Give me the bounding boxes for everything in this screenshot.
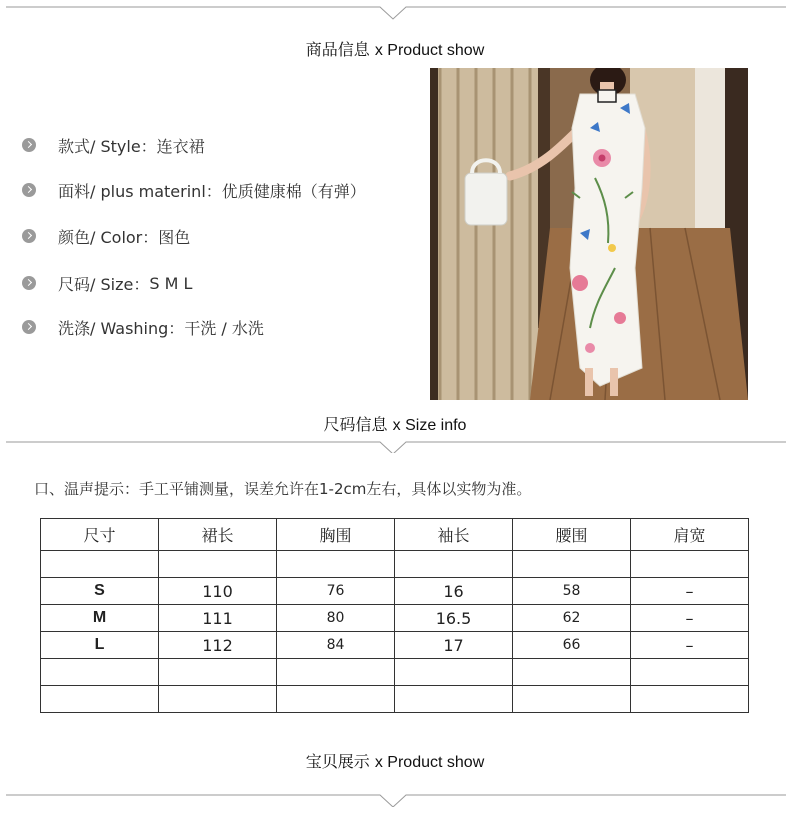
table-row (41, 632, 749, 659)
table-cell (41, 659, 159, 686)
table-row (41, 686, 749, 713)
section-divider-size (0, 433, 790, 453)
section-title-zh: 宝贝展示 (305, 752, 370, 771)
table-cell: 17 (395, 632, 513, 659)
table-cell: 84 (277, 632, 395, 659)
table-cell (41, 551, 159, 578)
spec-row-color (22, 221, 190, 251)
table-cell-size: S (41, 578, 159, 605)
spec-label: 款式/ Style： (58, 136, 157, 156)
spec-label: 面料/ plus materinl： (58, 181, 222, 201)
spec-row-style (22, 130, 205, 160)
table-cell (395, 551, 513, 578)
section-title-product-info (0, 37, 790, 60)
table-header-cell: 尺寸 (41, 519, 159, 551)
table-row (41, 551, 749, 578)
product-photo (430, 68, 748, 400)
table-cell: 66 (513, 632, 631, 659)
table-cell (513, 686, 631, 713)
chevron-right-bullet-icon (22, 276, 36, 290)
spec-label: 颜色/ Color： (58, 227, 159, 247)
spec-value: 干洗 / 水洗 (184, 318, 264, 338)
section-title-size-info (0, 412, 790, 435)
table-header-row (41, 519, 749, 551)
table-cell: – (631, 632, 749, 659)
spec-label: 尺码/ Size： (58, 274, 150, 294)
size-table (40, 518, 749, 713)
table-cell-size: M (41, 605, 159, 632)
table-header-cell: 腰围 (513, 519, 631, 551)
spec-row-size (22, 268, 192, 298)
table-header-cell: 裙长 (159, 519, 277, 551)
section-title-zh: 尺码信息 (323, 415, 388, 434)
section-title-zh: 商品信息 (305, 40, 370, 59)
table-cell: 16.5 (395, 605, 513, 632)
table-cell (631, 686, 749, 713)
table-cell (159, 659, 277, 686)
table-cell: 16 (395, 578, 513, 605)
table-cell (277, 659, 395, 686)
section-divider-top (0, 2, 790, 22)
table-row (41, 659, 749, 686)
table-cell-size: L (41, 632, 159, 659)
table-cell: 111 (159, 605, 277, 632)
section-title-en: x Product show (374, 754, 485, 771)
section-divider-bottom (0, 787, 790, 807)
section-title-en: x Size info (392, 417, 467, 434)
spec-row-material (22, 175, 366, 205)
table-cell: – (631, 578, 749, 605)
table-cell (513, 659, 631, 686)
table-cell: 80 (277, 605, 395, 632)
table-cell (277, 551, 395, 578)
chevron-right-bullet-icon (22, 138, 36, 152)
spec-value: 优质健康棉（有弹） (221, 181, 366, 201)
table-cell: 76 (277, 578, 395, 605)
table-cell (395, 686, 513, 713)
spec-value: 图色 (158, 227, 191, 247)
table-row (41, 605, 749, 632)
chevron-right-bullet-icon (22, 320, 36, 334)
table-row (41, 578, 749, 605)
chevron-right-bullet-icon (22, 229, 36, 243)
measurement-note: 口、温声提示：手工平铺测量，误差允许在1-2cm左右，具体以实物为准。 (34, 480, 532, 498)
table-cell (631, 551, 749, 578)
section-title-product-display (0, 749, 790, 772)
table-cell (631, 659, 749, 686)
table-cell (513, 551, 631, 578)
table-header-cell: 肩宽 (631, 519, 749, 551)
spec-value: 连衣裙 (156, 136, 205, 156)
table-cell: 110 (159, 578, 277, 605)
table-cell: – (631, 605, 749, 632)
section-title-en: x Product show (374, 42, 485, 59)
spec-value: S M L (149, 273, 193, 293)
table-cell (395, 659, 513, 686)
spec-row-washing (22, 312, 264, 342)
table-cell: 62 (513, 605, 631, 632)
table-cell (41, 686, 159, 713)
table-header-cell: 胸围 (277, 519, 395, 551)
table-cell: 112 (159, 632, 277, 659)
table-cell (159, 686, 277, 713)
chevron-right-bullet-icon (22, 183, 36, 197)
table-cell (277, 686, 395, 713)
spec-label: 洗涤/ Washing： (58, 318, 185, 338)
table-cell: 58 (513, 578, 631, 605)
table-header-cell: 袖长 (395, 519, 513, 551)
table-cell (159, 551, 277, 578)
